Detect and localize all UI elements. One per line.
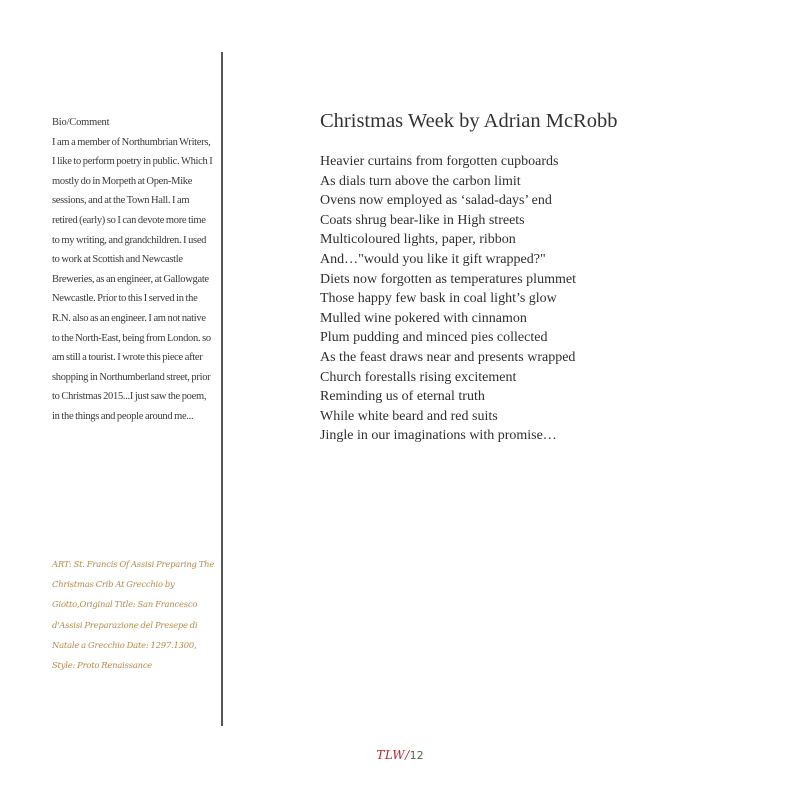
poem-title: Christmas Week by Adrian McRobb <box>320 110 618 132</box>
poem-line: While white beard and red suits <box>320 408 498 424</box>
page-footer <box>0 748 800 763</box>
magazine-mark: TLW/ <box>376 748 410 762</box>
poem-line: Reminding us of eternal truth <box>320 389 485 405</box>
poem-line: Those happy few bask in coal light’s glow <box>320 291 557 307</box>
poem-line: Church forestalls rising excitement <box>320 369 517 385</box>
poem-line: Plum pudding and minced pies collected <box>320 330 548 346</box>
bio-heading: Bio/Comment <box>52 117 110 128</box>
art-caption: ART: St. Francis Of Assisi Preparing The Christmas Crib At Grecchio by Giotto,Original Title: San Francesco d'Assisi Preparazione del Presepe di Natale a Grecchio Date: 1297.1300, Style: Proto Renaissance <box>52 559 215 671</box>
poem-line: Heavier curtains from forgotten cupboards <box>320 154 559 169</box>
column-divider <box>221 52 223 726</box>
poem-line: As dials turn above the carbon limit <box>320 173 521 189</box>
poem-body <box>320 152 760 446</box>
page-number: 12 <box>409 749 424 762</box>
bio-column <box>52 113 214 427</box>
poem-line: Mulled wine pokered with cinnamon <box>320 310 527 326</box>
bio-text: I am a member of Northumbrian Writers, I like to perform poetry in public. Which I mostly do in Morpeth at Open-Mike sessions, and at the Town Hall. I am retired (early) so I can devote more time to my writing, and grandchildren. I used to work at Scottish and Newcastle Breweries, as an engineer, at Gallowgate Newcastle. Prior to this I served in the R.N. also as an engineer. I am not native to the North-East, being from London. so am still a tourist. I wrote this piece after shopping in Northumberland street, prior to Christmas 2015...I just saw the poem, in the things and people around me... <box>52 136 213 422</box>
poem-line: Diets now forgotten as temperatures plummet <box>320 271 576 287</box>
poem-line: Ovens now employed as ‘salad-days’ end <box>320 193 552 209</box>
poem-line: As the feast draws near and presents wrapped <box>320 349 576 365</box>
poem-line: And…"would you like it gift wrapped?" <box>320 251 546 267</box>
poem-line: Jingle in our imaginations with promise… <box>320 428 557 444</box>
poem-line: Coats shrug bear-like in High streets <box>320 212 525 228</box>
poem-line: Multicoloured lights, paper, ribbon <box>320 232 516 248</box>
